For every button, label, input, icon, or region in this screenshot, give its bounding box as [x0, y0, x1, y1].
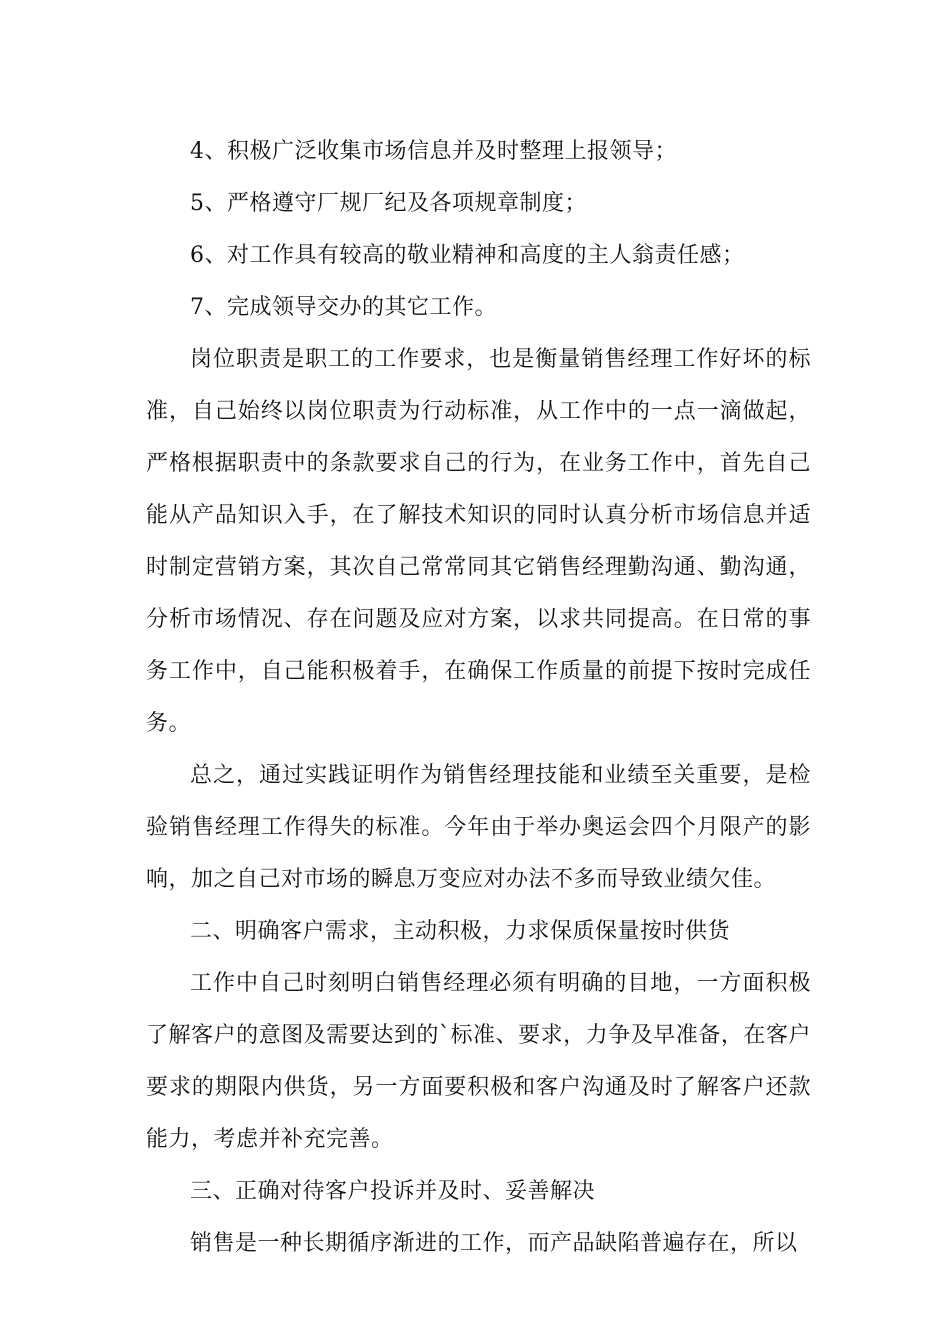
document-body [146, 126, 811, 1270]
paragraph-sales: 销售是一种长期循序渐进的工作，而产品缺陷普遍存在，所以 [190, 1231, 798, 1256]
list-item-5: 5、严格遵守厂规厂纪及各项规章制度； [190, 191, 587, 216]
list-item-6: 6、对工作具有较高的敬业精神和高度的主人翁责任感； [190, 243, 745, 268]
paragraph-job-duties: 岗位职责是职工的工作要求，也是衡量销售经理工作好坏的标准，自己始终以岗位职责为行动标准，从工作中的一点一滴做起，严格根据职责中的条款要求自己的行为，在业务工作中，首先自己能从产品知识入手，在了解技术知识的同时认真分析市场信息并适时制定营销方案，其次自己常常同其它销售经理勤沟通、勤沟通，分析市场情况、存在问题及应对方案，以求共同提高。在日常的事务工作中，自己能积极着手，在确保工作质量的前提下按时完成任务。 [146, 347, 811, 736]
paragraph-summary: 总之，通过实践证明作为销售经理技能和业绩至关重要，是检验销售经理工作得失的标准。今年由于举办奥运会四个月限产的影响，加之自己对市场的瞬息万变应对办法不多而导致业绩欠佳。 [146, 763, 811, 892]
list-item-7: 7、完成领导交办的其它工作。 [190, 295, 497, 320]
section-heading-2: 二、明确客户需求，主动积极，力求保质保量按时供货 [190, 919, 731, 944]
section-heading-3: 三、正确对待客户投诉并及时、妥善解决 [190, 1179, 596, 1204]
list-item-4: 4、积极广泛收集市场信息并及时整理上报领导； [190, 139, 677, 164]
paragraph-customer-needs: 工作中自己时刻明白销售经理必须有明确的目地，一方面积极了解客户的意图及需要达到的`标准、要求，力争及早准备，在客户要求的期限内供货，另一方面要积极和客户沟通及时了解客户还款能力，考虑并补充完善。 [146, 971, 811, 1152]
